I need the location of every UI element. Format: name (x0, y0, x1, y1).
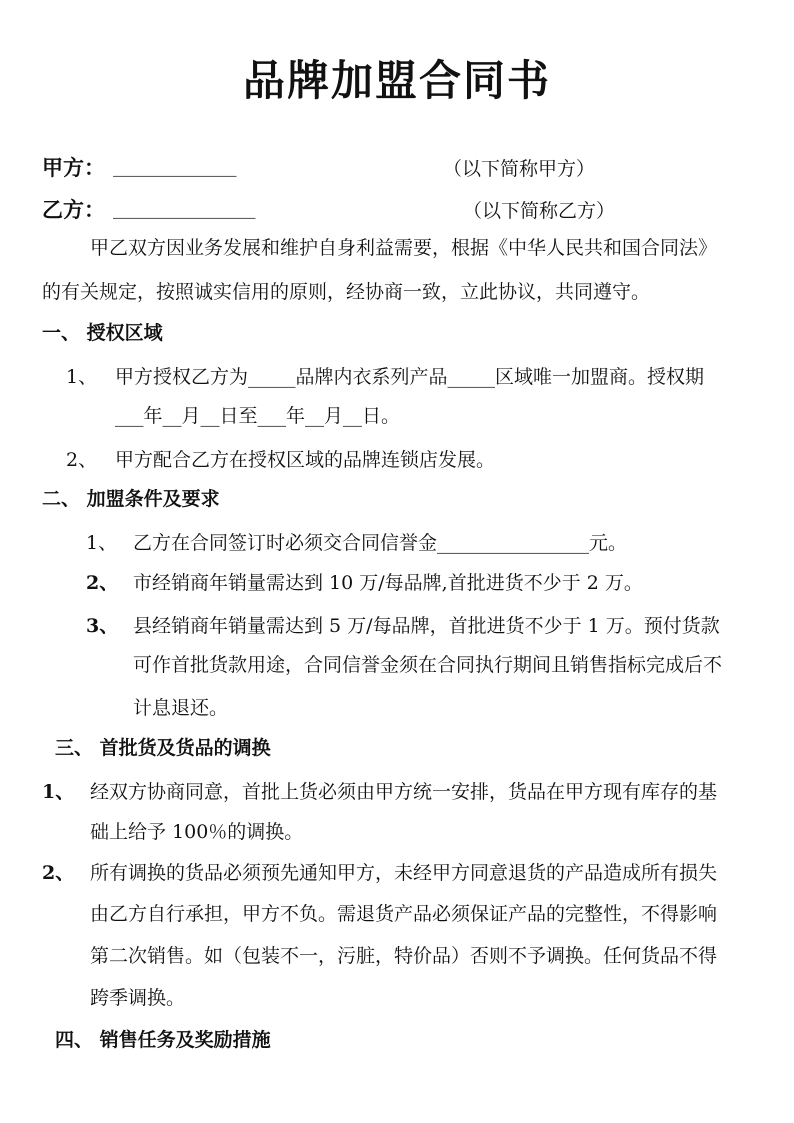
item-line: 计息退还。 (133, 697, 229, 719)
item-line: ___年__月__日至___年__月__日。 (115, 405, 401, 427)
item-line: 经双方协商同意，首批上货必须由甲方统一安排，货品在甲方现有库存的基 (90, 781, 718, 803)
item-line: 第二次销售。如（包装不一，污脏，特价品）否则不予调换。任何货品不得 (90, 945, 718, 967)
section-heading: 一、 授权区域 (42, 322, 163, 344)
item-number: 1、 (42, 781, 75, 803)
preamble-line: 甲乙双方因业务发展和维护自身利益需要，根据《中华人民共和国合同法》 (90, 237, 718, 259)
item-number: 1、 (66, 366, 98, 388)
item-line: 可作首批货款用途，合同信誉金须在合同执行期间且销售指标完成后不 (133, 654, 723, 676)
party-b-blank[interactable]: _______________ (113, 197, 256, 219)
item-line: 所有调换的货品必须预先通知甲方，未经甲方同意退货的产品造成所有损失 (90, 862, 718, 884)
party-a-label: 甲方： (42, 155, 105, 180)
document-title: 品牌加盟合同书 (242, 56, 551, 105)
party-b-label: 乙方： (42, 197, 105, 222)
item-line: 跨季调换。 (90, 987, 186, 1009)
party-a-note: （以下简称甲方） (443, 158, 596, 180)
item-line: 市经销商年销量需达到 10 万/每品牌,首批进货不少于 2 万。 (133, 572, 643, 594)
section-heading: 四、 销售任务及奖励措施 (55, 1029, 271, 1051)
item-line: 乙方在合同签订时必须交合同信誉金________________元。 (133, 532, 628, 554)
item-line: 础上给予 100％的调换。 (90, 821, 304, 843)
party-a-blank[interactable]: _____________ (113, 155, 237, 177)
item-number: 2、 (66, 449, 98, 471)
section-heading: 二、 加盟条件及要求 (42, 488, 220, 510)
party-b-note: （以下简称乙方） (463, 200, 616, 222)
item-line: 县经销商年销量需达到 5 万/每品牌，首批进货不少于 1 万。预付货款 (133, 615, 720, 637)
preamble-line: 的有关规定，按照诚实信用的原则，经协商一致，立此协议，共同遵守。 (42, 281, 651, 303)
item-line: 由乙方自行承担，甲方不负。需退货产品必须保证产品的完整性，不得影响 (90, 903, 718, 925)
item-line: 甲方配合乙方在授权区域的品牌连锁店发展。 (115, 449, 496, 471)
item-number: 3、 (86, 615, 119, 637)
item-number: 2、 (86, 572, 119, 594)
item-number: 1、 (86, 532, 118, 554)
section-heading: 三、 首批货及货品的调换 (55, 737, 271, 759)
item-number: 2、 (42, 862, 75, 884)
item-line: 甲方授权乙方为_____品牌内衣系列产品_____区域唯一加盟商。授权期 (115, 366, 705, 388)
